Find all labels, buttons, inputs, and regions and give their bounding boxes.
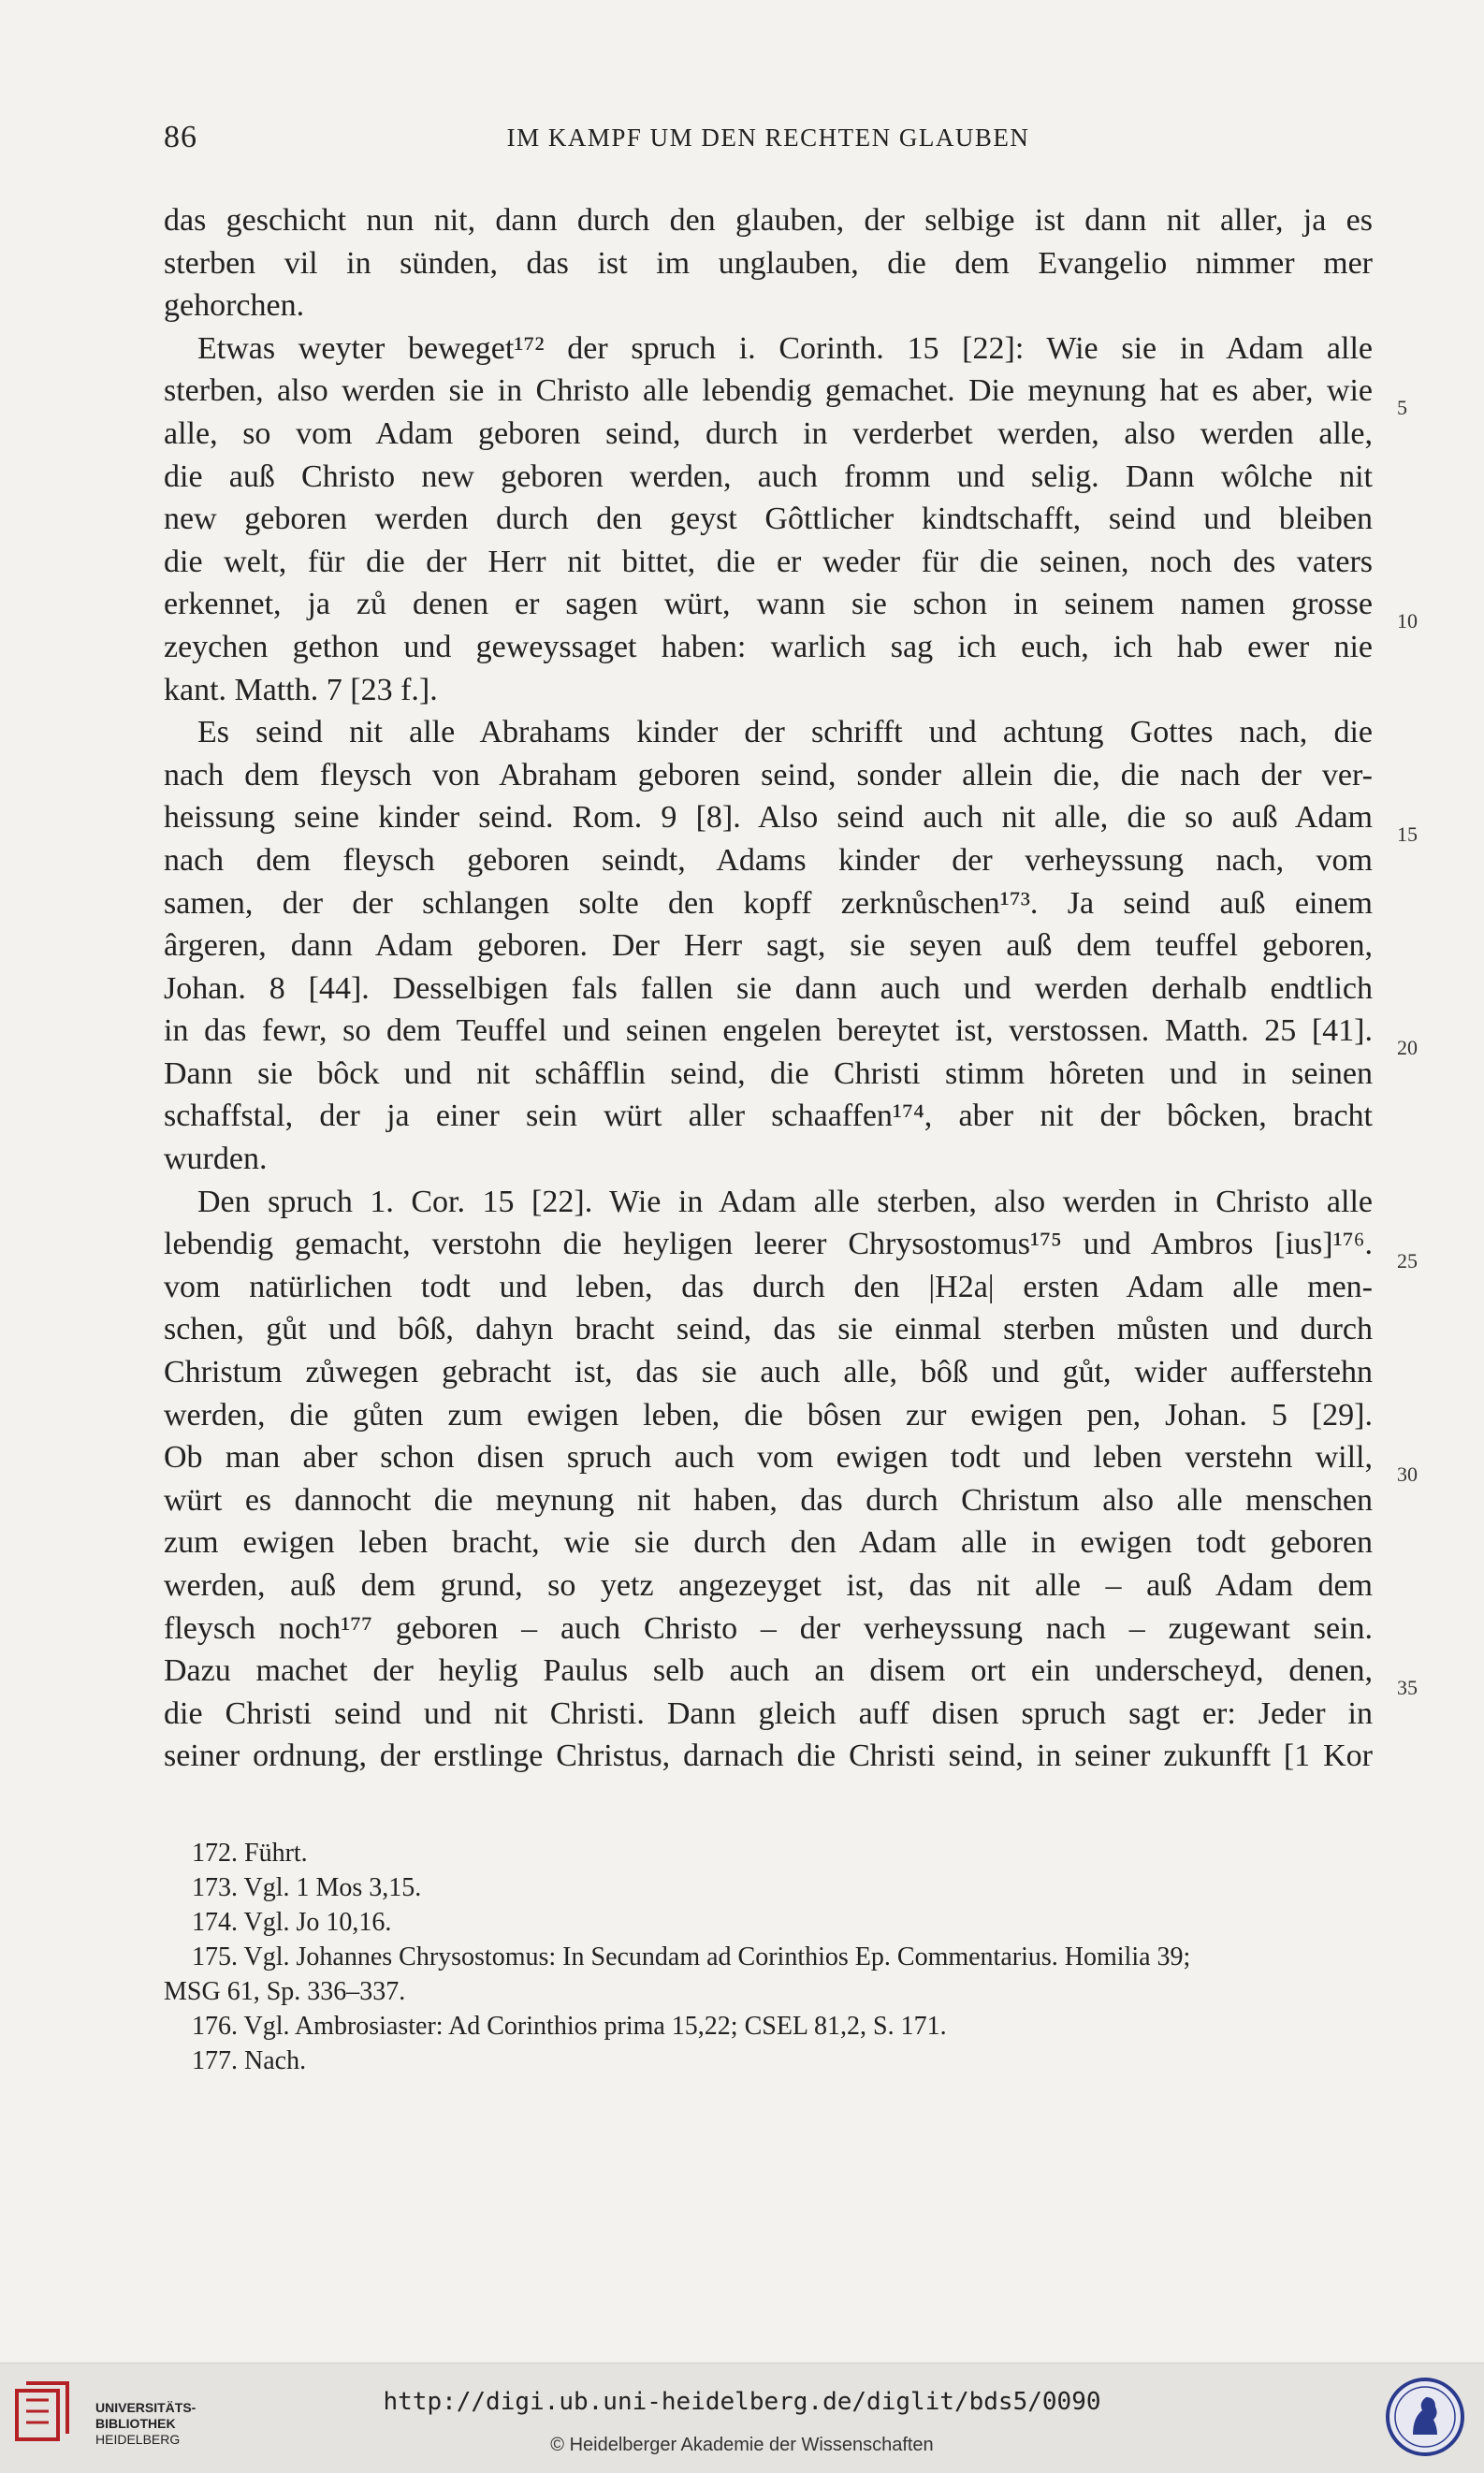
- text-line: Dazu machet der heylig Paulus selb auch an disem ort ein underscheyd, denen,: [164, 1653, 1373, 1689]
- footnote: 175. Vgl. Johannes Chrysostomus: In Secundam ad Corinthios Ep. Commentarius. Homilia 39;: [192, 1942, 1191, 1971]
- text-line: die Christi seind und nit Christi. Dann gleich auff disen spruch sagt er: Jeder in: [164, 1695, 1373, 1731]
- text-line: alle, so vom Adam geboren seind, durch in verderbet werden, also werden alle,: [164, 415, 1373, 451]
- text-line: Johan. 8 [44]. Desselbigen fals fallen sie dann auch und werden derhalb endtlich: [164, 970, 1373, 1006]
- main-text: [164, 199, 1418, 1778]
- line-number: 35: [1397, 1676, 1418, 1699]
- footnotes: [164, 1836, 1373, 2078]
- footnote-continuation: MSG 61, Sp. 336–337.: [164, 1977, 406, 2006]
- text-line: wurden.: [164, 1142, 268, 1177]
- text-line: vom natürlichen todt und leben, das durch den |H2a| ersten Adam alle men-: [164, 1269, 1373, 1304]
- line-number: 30: [1397, 1462, 1418, 1486]
- text-line: gehorchen.: [164, 288, 305, 324]
- text-line: Etwas weyter beweget¹⁷² der spruch i. Corinth. 15 [22]: Wie sie in Adam alle: [197, 330, 1373, 366]
- text-line: das geschicht nun nit, dann durch den glauben, der selbige ist dann nit aller, ja es: [164, 203, 1373, 238]
- text-line: sterben, also werden sie in Christo alle lebendig gemachet. Die meynung hat es aber, wie: [164, 373, 1373, 409]
- text-line: zum ewigen leben bracht, wie sie durch den Adam alle in ewigen todt geboren: [164, 1525, 1373, 1561]
- text-line: new geboren werden durch den geyst Gôttlicher kindtschafft, seind und bleiben: [164, 502, 1373, 537]
- permalink-url[interactable]: http://digi.ub.uni-heidelberg.de/diglit/bds5/0090: [383, 2388, 1101, 2416]
- footnote: 177. Nach.: [192, 2046, 307, 2075]
- text-line: würt es dannocht die meynung nit haben, das durch Christum also alle menschen: [164, 1482, 1373, 1518]
- text-line: heissung seine kinder seind. Rom. 9 [8]. Also seind auch nit alle, die so auß Adam: [164, 800, 1373, 836]
- text-line: in das fewr, so dem Teuffel und seinen engelen bereytet ist, verstossen. Matth. 25 [41].: [164, 1013, 1373, 1049]
- text-line: zeychen gethon und geweyssaget haben: warlich sag ich euch, ich hab ewer nie: [164, 629, 1373, 664]
- library-logo-text: UNIVERSITÄTS- BIBLIOTHEK HEIDELBERG: [95, 2400, 196, 2447]
- line-number: 5: [1397, 396, 1407, 419]
- viewer-footer: [0, 2363, 1484, 2473]
- text-line: schen, gůt und bôß, dahyn bracht seind, das sie einmal sterben můsten und durch: [164, 1312, 1373, 1347]
- text-line: samen, der der schlangen solte den kopff zerknůschen¹⁷³. Ja seind auß einem: [164, 885, 1373, 921]
- text-line: lebendig gemacht, verstohn die heyligen leerer Chrysostomus¹⁷⁵ und Ambros [ius]¹⁷⁶.: [164, 1227, 1373, 1262]
- line-number: 15: [1397, 822, 1418, 846]
- text-line: Es seind nit alle Abrahams kinder der schrifft und achtung Gottes nach, die: [197, 715, 1373, 750]
- text-line: werden, auß dem grund, so yetz angezeyget ist, das nit alle – auß Adam dem: [164, 1568, 1373, 1603]
- line-number: 20: [1397, 1036, 1418, 1059]
- text-line: Christum zůwegen gebracht ist, das sie auch alle, bôß und gůt, wider aufferstehn: [164, 1355, 1373, 1390]
- running-title: IM KAMPF UM DEN RECHTEN GLAUBEN: [506, 124, 1030, 152]
- text-line: Ob man aber schon disen spruch auch vom ewigen todt und leben verstehn will,: [164, 1440, 1373, 1476]
- academy-seal-icon: [1385, 2377, 1465, 2457]
- line-number: 25: [1397, 1249, 1418, 1273]
- text-line: nach dem fleysch geboren seindt, Adams kinder der verheyssung nach, vom: [164, 842, 1373, 878]
- text-line: schaffstal, der ja einer sein würt aller schaaffen¹⁷⁴, aber nit der bôcken, bracht: [164, 1098, 1373, 1134]
- footnote: 173. Vgl. 1 Mos 3,15.: [192, 1873, 422, 1902]
- text-line: nach dem fleysch von Abraham geboren seind, sonder allein die, die nach der ver-: [164, 757, 1373, 793]
- text-line: werden, die gůten zum ewigen leben, die bôsen zur ewigen pen, Johan. 5 [29].: [164, 1397, 1373, 1433]
- text-line: Den spruch 1. Cor. 15 [22]. Wie in Adam alle sterben, also werden in Christo alle: [197, 1184, 1373, 1219]
- line-number: 10: [1397, 609, 1418, 633]
- footnote: 176. Vgl. Ambrosiaster: Ad Corinthios prima 15,22; CSEL 81,2, S. 171.: [192, 2012, 947, 2041]
- text-line: seiner ordnung, der erstlinge Christus, darnach die Christi seind, in seiner zukunfft [1 Kor: [164, 1738, 1373, 1774]
- text-line: Dann sie bôck und nit schâfflin seind, die Christi stimm hôreten und in seinen: [164, 1055, 1373, 1091]
- text-line: kant. Matth. 7 [23 f.].: [164, 672, 438, 707]
- footnote: 172. Führt.: [192, 1839, 308, 1868]
- text-line: sterben vil in sünden, das ist im unglauben, die dem Evangelio nimmer mer: [164, 245, 1373, 281]
- text-line: die welt, für die der Herr nit bittet, die er weder für die seinen, noch des vaters: [164, 544, 1373, 579]
- copyright-notice: © Heidelberger Akademie der Wissenschaften: [550, 2435, 934, 2455]
- text-line: fleysch noch¹⁷⁷ geboren – auch Christo – der verheyssung nach – zugewant sein.: [164, 1610, 1373, 1646]
- text-line: erkennet, ja zů denen er sagen würt, wann sie schon in seinem namen grosse: [164, 587, 1373, 622]
- page-number: 86: [164, 120, 197, 154]
- footnote: 174. Vgl. Jo 10,16.: [192, 1908, 392, 1937]
- text-line: ârgeren, dann Adam geboren. Der Herr sagt, sie seyen auß dem teuffel geboren,: [164, 928, 1373, 964]
- text-line: die auß Christo new geboren werden, auch fromm und selig. Dann wôlche nit: [164, 458, 1373, 494]
